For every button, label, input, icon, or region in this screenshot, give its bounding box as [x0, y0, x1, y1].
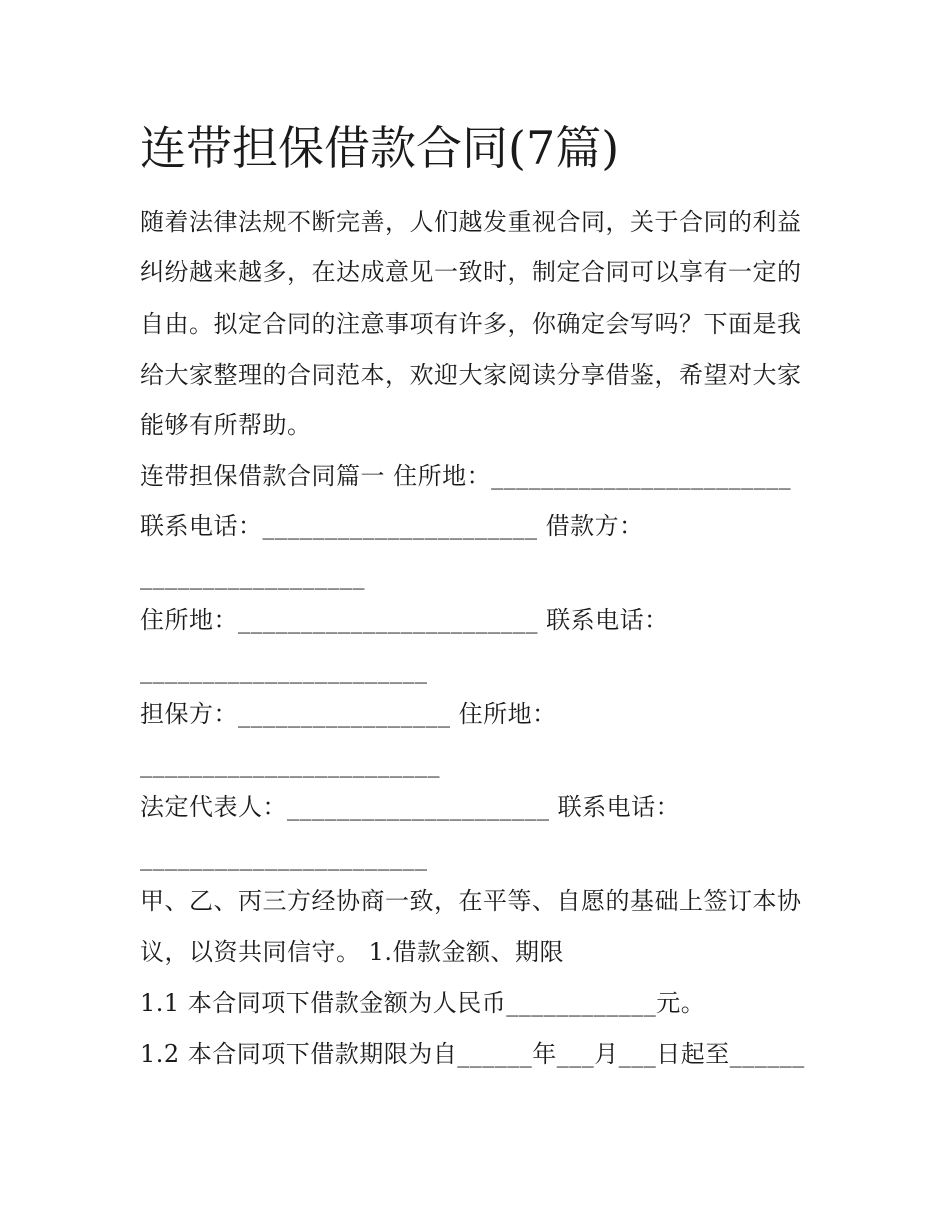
lender-address-line: 连带担保借款合同篇一 住所地：________________________	[140, 462, 792, 490]
borrower-blank-line: __________________	[140, 562, 365, 590]
paragraph-line: 给大家整理的合同范本，欢迎大家阅读分享借鉴，希望对大家	[140, 361, 802, 389]
clause-1-1: 1.1 本合同项下借款金额为人民币____________元。	[140, 989, 706, 1017]
guarantor-address-blank-line: ________________________	[140, 750, 440, 778]
borrower-address-line: 住所地：________________________ 联系电话：	[140, 606, 669, 634]
paragraph-line: 随着法律法规不断完善，人们越发重视合同，关于合同的利益	[140, 208, 802, 236]
page-title: 连带担保借款合同(7篇)	[140, 121, 620, 175]
legal-representative-line: 法定代表人：_____________________ 联系电话：	[140, 793, 681, 821]
borrower-phone-blank-line: _______________________	[140, 656, 428, 684]
representative-phone-blank-line: _______________________	[140, 843, 428, 871]
guarantor-line: 担保方：_________________ 住所地：	[140, 700, 557, 728]
paragraph-line: 自由。拟定合同的注意事项有许多，你确定会写吗？下面是我	[140, 310, 802, 338]
clause-1-2: 1.2 本合同项下借款期限为自______年___月___日起至______	[140, 1040, 805, 1068]
paragraph-line: 甲、乙、丙三方经协商一致，在平等、自愿的基础上签订本协	[140, 887, 802, 915]
paragraph-line: 能够有所帮助。	[140, 411, 312, 439]
paragraph-line: 纠纷越来越多，在达成意见一致时，制定合同可以享有一定的	[140, 258, 802, 286]
lender-phone-line: 联系电话：______________________ 借款方：	[140, 512, 644, 540]
paragraph-line: 议，以资共同信守。 1.借款金额、期限	[140, 938, 565, 966]
